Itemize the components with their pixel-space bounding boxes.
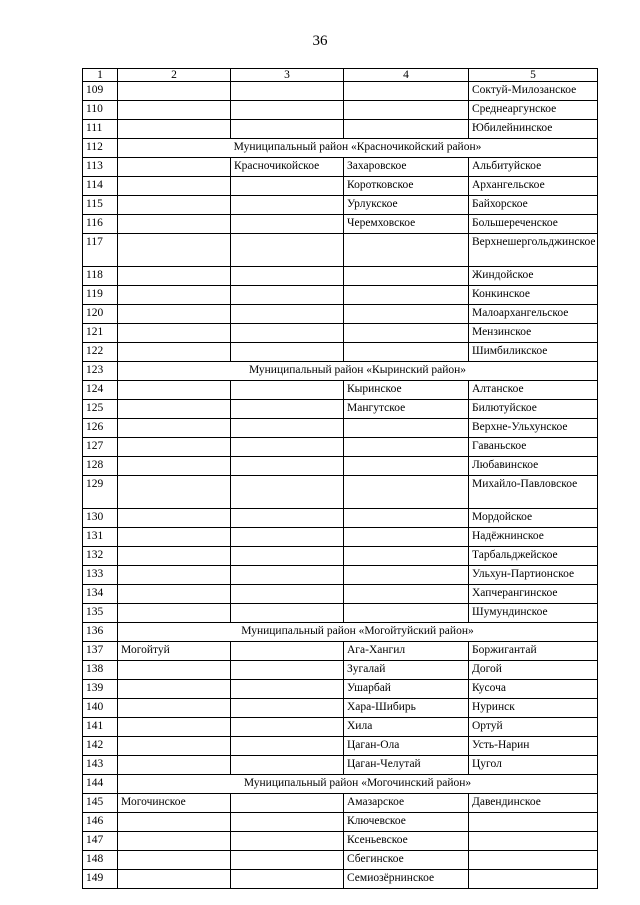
cell-col3 [231, 832, 344, 851]
table-row [83, 680, 598, 699]
row-number: 123 [83, 362, 118, 381]
cell-col5: Хапчерангинское [469, 585, 598, 604]
cell-col3 [231, 324, 344, 343]
cell-col3 [231, 813, 344, 832]
cell-col5: Нуринск [469, 699, 598, 718]
row-number: 112 [83, 139, 118, 158]
table-row [83, 870, 598, 889]
cell-col2 [118, 215, 231, 234]
table-row [83, 286, 598, 305]
cell-col3 [231, 528, 344, 547]
cell-col3: Красночикойское [231, 158, 344, 177]
cell-col5 [469, 813, 598, 832]
row-number: 147 [83, 832, 118, 851]
table-row [83, 196, 598, 215]
row-number: 124 [83, 381, 118, 400]
row-number: 126 [83, 419, 118, 438]
row-number: 119 [83, 286, 118, 305]
cell-col3 [231, 457, 344, 476]
cell-col2 [118, 324, 231, 343]
table-row [83, 158, 598, 177]
table-row [83, 832, 598, 851]
cell-col2: Могочинское [118, 794, 231, 813]
municipalities-table [82, 68, 598, 889]
cell-col4 [344, 547, 469, 566]
cell-col5 [469, 870, 598, 889]
cell-col2 [118, 528, 231, 547]
header-cell: 4 [344, 69, 469, 82]
header-cell: 2 [118, 69, 231, 82]
cell-col2 [118, 267, 231, 286]
cell-col4 [344, 324, 469, 343]
cell-col3 [231, 196, 344, 215]
cell-col3 [231, 215, 344, 234]
cell-col5: Жиндойское [469, 267, 598, 286]
table-row [83, 457, 598, 476]
cell-col2 [118, 718, 231, 737]
cell-col4: Зугалай [344, 661, 469, 680]
table-row [83, 794, 598, 813]
cell-col5: Ульхун-Партионское [469, 566, 598, 585]
cell-col2 [118, 832, 231, 851]
cell-col2 [118, 400, 231, 419]
cell-col3 [231, 547, 344, 566]
row-number: 110 [83, 101, 118, 120]
table-row [83, 400, 598, 419]
cell-col4: Хара-Шибирь [344, 699, 469, 718]
table-row [83, 438, 598, 457]
cell-col4: Цаган-Челутай [344, 756, 469, 775]
cell-col5: Верхнешергольджинское [469, 234, 598, 267]
cell-col3 [231, 661, 344, 680]
table-row [83, 661, 598, 680]
cell-col4: Семиозёрнинское [344, 870, 469, 889]
cell-col3 [231, 604, 344, 623]
cell-col4 [344, 305, 469, 324]
cell-col2 [118, 438, 231, 457]
cell-col4: Коротковское [344, 177, 469, 196]
cell-col2 [118, 457, 231, 476]
cell-col2 [118, 286, 231, 305]
table-row [83, 604, 598, 623]
row-number: 132 [83, 547, 118, 566]
cell-col4: Ключевское [344, 813, 469, 832]
cell-col5: Верхне-Ульхунское [469, 419, 598, 438]
cell-col2 [118, 343, 231, 362]
cell-col4 [344, 604, 469, 623]
cell-col5: Байхорское [469, 196, 598, 215]
cell-col4: Ушарбай [344, 680, 469, 699]
cell-col3 [231, 438, 344, 457]
table-row [83, 305, 598, 324]
cell-col4 [344, 566, 469, 585]
cell-col5: Гаваньское [469, 438, 598, 457]
cell-col5: Альбитуйское [469, 158, 598, 177]
row-number: 113 [83, 158, 118, 177]
row-number: 111 [83, 120, 118, 139]
cell-col2: Могойтуй [118, 642, 231, 661]
cell-col3 [231, 101, 344, 120]
row-number: 128 [83, 457, 118, 476]
district-row [83, 775, 598, 794]
cell-col2 [118, 737, 231, 756]
cell-col3 [231, 509, 344, 528]
cell-col4 [344, 419, 469, 438]
cell-col2 [118, 120, 231, 139]
cell-col3 [231, 870, 344, 889]
district-title: Муниципальный район «Могойтуйский район» [118, 623, 598, 642]
cell-col4 [344, 267, 469, 286]
row-number: 130 [83, 509, 118, 528]
row-number: 140 [83, 699, 118, 718]
cell-col2 [118, 234, 231, 267]
row-number: 137 [83, 642, 118, 661]
cell-col2 [118, 813, 231, 832]
cell-col4: Захаровское [344, 158, 469, 177]
cell-col5 [469, 832, 598, 851]
cell-col5: Ортуй [469, 718, 598, 737]
cell-col4 [344, 120, 469, 139]
table-row [83, 756, 598, 775]
row-number: 131 [83, 528, 118, 547]
cell-col2 [118, 604, 231, 623]
cell-col4: Хила [344, 718, 469, 737]
cell-col3 [231, 756, 344, 775]
cell-col3 [231, 419, 344, 438]
table-row [83, 215, 598, 234]
cell-col3 [231, 699, 344, 718]
cell-col4: Черемховское [344, 215, 469, 234]
cell-col5: Среднеаргунское [469, 101, 598, 120]
table-row [83, 851, 598, 870]
table-header-row [83, 69, 598, 82]
row-number: 125 [83, 400, 118, 419]
district-title: Муниципальный район «Могочинский район» [118, 775, 598, 794]
cell-col2 [118, 585, 231, 604]
row-number: 146 [83, 813, 118, 832]
row-number: 142 [83, 737, 118, 756]
row-number: 148 [83, 851, 118, 870]
cell-col4 [344, 343, 469, 362]
cell-col4: Кыринское [344, 381, 469, 400]
table-row [83, 120, 598, 139]
row-number: 127 [83, 438, 118, 457]
cell-col5: Большереченское [469, 215, 598, 234]
row-number: 129 [83, 476, 118, 509]
table-row [83, 324, 598, 343]
table-row [83, 82, 598, 101]
cell-col2 [118, 680, 231, 699]
cell-col5: Шимбиликское [469, 343, 598, 362]
cell-col4 [344, 438, 469, 457]
cell-col5: Кусоча [469, 680, 598, 699]
cell-col4 [344, 476, 469, 509]
cell-col3 [231, 680, 344, 699]
page-number: 36 [312, 33, 328, 49]
cell-col5: Усть-Нарин [469, 737, 598, 756]
table-row [83, 737, 598, 756]
cell-col5: Билютуйское [469, 400, 598, 419]
cell-col2 [118, 305, 231, 324]
district-row [83, 139, 598, 158]
cell-col3 [231, 177, 344, 196]
row-number: 139 [83, 680, 118, 699]
cell-col5: Мензинское [469, 324, 598, 343]
cell-col2 [118, 101, 231, 120]
row-number: 120 [83, 305, 118, 324]
row-number: 138 [83, 661, 118, 680]
cell-col5: Соктуй-Милозанское [469, 82, 598, 101]
cell-col4: Амазарское [344, 794, 469, 813]
table-row [83, 381, 598, 400]
cell-col4: Ксеньевское [344, 832, 469, 851]
cell-col5: Боржигантай [469, 642, 598, 661]
district-row [83, 623, 598, 642]
table-row [83, 509, 598, 528]
district-row [83, 362, 598, 381]
table-row [83, 419, 598, 438]
cell-col3 [231, 566, 344, 585]
cell-col2 [118, 509, 231, 528]
cell-col5: Любавинское [469, 457, 598, 476]
cell-col5: Конкинское [469, 286, 598, 305]
table-row [83, 585, 598, 604]
cell-col2 [118, 158, 231, 177]
row-number: 109 [83, 82, 118, 101]
cell-col5: Давендинское [469, 794, 598, 813]
cell-col4: Сбегинское [344, 851, 469, 870]
cell-col3 [231, 794, 344, 813]
table-row [83, 101, 598, 120]
row-number: 135 [83, 604, 118, 623]
header-cell: 5 [469, 69, 598, 82]
table-row [83, 476, 598, 509]
cell-col4: Мангутское [344, 400, 469, 419]
row-number: 114 [83, 177, 118, 196]
cell-col3 [231, 851, 344, 870]
cell-col5: Тарбальджейское [469, 547, 598, 566]
cell-col3 [231, 476, 344, 509]
row-number: 115 [83, 196, 118, 215]
table-row [83, 267, 598, 286]
cell-col3 [231, 82, 344, 101]
table-row [83, 718, 598, 737]
cell-col4 [344, 528, 469, 547]
row-number: 149 [83, 870, 118, 889]
row-number: 118 [83, 267, 118, 286]
cell-col3 [231, 718, 344, 737]
cell-col5: Юбилейнинское [469, 120, 598, 139]
row-number: 122 [83, 343, 118, 362]
cell-col2 [118, 419, 231, 438]
cell-col5 [469, 851, 598, 870]
table-row [83, 566, 598, 585]
cell-col5: Надёжнинское [469, 528, 598, 547]
cell-col5: Алтанское [469, 381, 598, 400]
cell-col2 [118, 547, 231, 566]
row-number: 143 [83, 756, 118, 775]
cell-col4 [344, 585, 469, 604]
table-row [83, 699, 598, 718]
row-number: 141 [83, 718, 118, 737]
row-number: 134 [83, 585, 118, 604]
table-row [83, 813, 598, 832]
cell-col5: Архангельское [469, 177, 598, 196]
cell-col3 [231, 305, 344, 324]
cell-col4 [344, 286, 469, 305]
row-number: 116 [83, 215, 118, 234]
cell-col3 [231, 234, 344, 267]
cell-col3 [231, 267, 344, 286]
cell-col2 [118, 756, 231, 775]
cell-col2 [118, 82, 231, 101]
header-cell: 1 [83, 69, 118, 82]
cell-col3 [231, 343, 344, 362]
cell-col4 [344, 101, 469, 120]
cell-col4: Цаган-Ола [344, 737, 469, 756]
cell-col5: Михайло-Павловское [469, 476, 598, 509]
cell-col4: Урлукское [344, 196, 469, 215]
row-number: 133 [83, 566, 118, 585]
cell-col5: Догой [469, 661, 598, 680]
cell-col2 [118, 196, 231, 215]
cell-col3 [231, 120, 344, 139]
header-cell: 3 [231, 69, 344, 82]
table-row [83, 528, 598, 547]
table-row [83, 177, 598, 196]
cell-col2 [118, 661, 231, 680]
cell-col5: Цугол [469, 756, 598, 775]
cell-col4 [344, 457, 469, 476]
cell-col4 [344, 509, 469, 528]
table-row [83, 234, 598, 267]
table-row [83, 343, 598, 362]
cell-col3 [231, 286, 344, 305]
cell-col2 [118, 870, 231, 889]
cell-col2 [118, 177, 231, 196]
cell-col2 [118, 566, 231, 585]
cell-col3 [231, 381, 344, 400]
cell-col2 [118, 381, 231, 400]
cell-col3 [231, 400, 344, 419]
cell-col2 [118, 851, 231, 870]
cell-col4: Ага-Хангил [344, 642, 469, 661]
row-number: 117 [83, 234, 118, 267]
cell-col5: Мордойское [469, 509, 598, 528]
cell-col4 [344, 82, 469, 101]
row-number: 136 [83, 623, 118, 642]
row-number: 145 [83, 794, 118, 813]
cell-col5: Шумундинское [469, 604, 598, 623]
row-number: 144 [83, 775, 118, 794]
cell-col2 [118, 699, 231, 718]
table-row [83, 547, 598, 566]
cell-col2 [118, 476, 231, 509]
cell-col5: Малоархангельское [469, 305, 598, 324]
table-row [83, 642, 598, 661]
cell-col3 [231, 585, 344, 604]
cell-col3 [231, 642, 344, 661]
district-title: Муниципальный район «Кыринский район» [118, 362, 598, 381]
cell-col3 [231, 737, 344, 756]
cell-col4 [344, 234, 469, 267]
district-title: Муниципальный район «Красночикойский район» [118, 139, 598, 158]
row-number: 121 [83, 324, 118, 343]
